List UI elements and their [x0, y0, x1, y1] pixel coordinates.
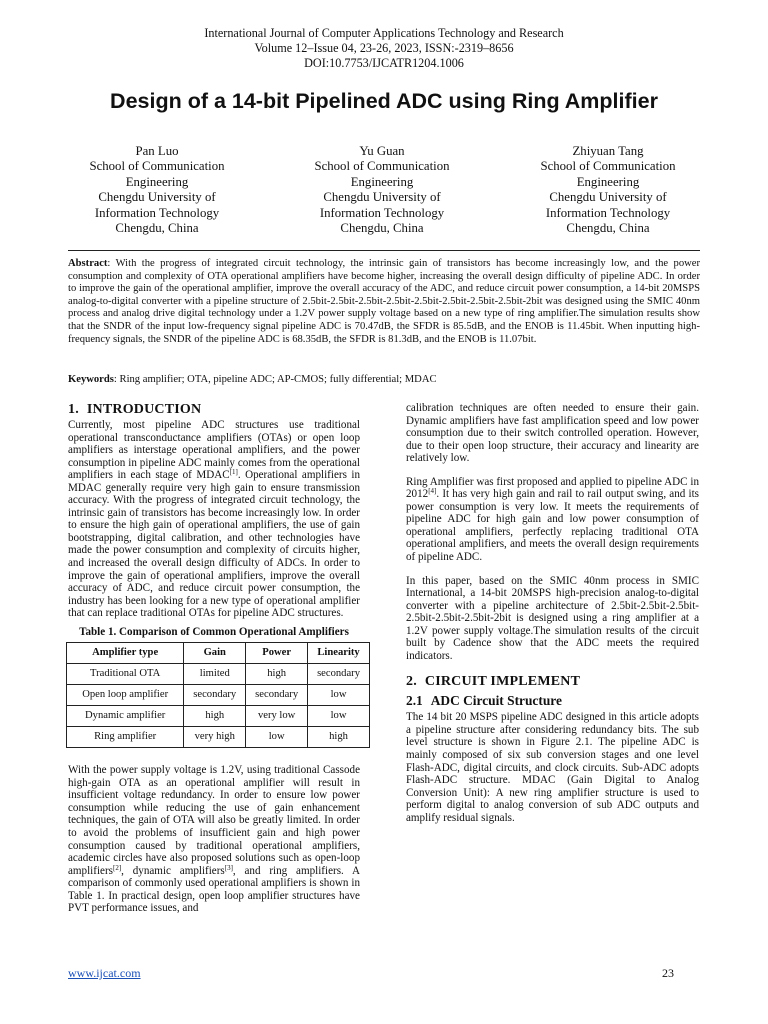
left-column — [68, 402, 360, 915]
author-university: Chengdu University of — [98, 190, 216, 205]
right-column — [406, 402, 699, 824]
citation[interactable]: [1] — [229, 468, 238, 477]
table-cell: limited — [184, 664, 246, 685]
table-cell: Ring amplifier — [67, 727, 184, 748]
author-university: Information Technology — [319, 205, 445, 220]
section-number: 2. — [406, 674, 417, 690]
table-cell: very high — [184, 727, 246, 748]
intro-paragraph-1 — [68, 419, 360, 620]
text-run: Currently, most pipeline ADC structures use traditional operational transconductance amplifiers (OTAs) or open loop amplifiers as interstage operational amplifiers, and the power consumption in pipeline ADC mainly comes from the operational amplifiers in each stage of MDAC — [68, 419, 360, 482]
text-run: , dynamic amplifiers — [121, 864, 225, 877]
abstract — [68, 250, 700, 346]
text-run: . It has very high gain and rail to rail output swing, and its power consumption is very low. It meets the requirements of pipeline ADC for high gain and low power consumption of operational amplifiers, perfectly replacing traditional OTA operational amplifiers, and meets the overall design requirements of pipeline ADC. — [406, 488, 699, 564]
table-cell: Traditional OTA — [67, 664, 184, 685]
page-number: 23 — [662, 966, 674, 980]
table-cell: low — [246, 727, 308, 748]
table-caption: Table 1. Comparison of Common Operational Amplifiers — [79, 625, 349, 638]
journal-doi: DOI:10.7753/IJCATR1204.1006 — [304, 56, 464, 70]
keywords-text: : Ring amplifier; OTA, pipeline ADC; AP-CMOS; fully differential; MDAC — [113, 374, 437, 385]
abstract-label: Abstract — [68, 258, 108, 269]
citation[interactable]: [4] — [428, 487, 437, 496]
subsection-title: ADC Circuit Structure — [430, 693, 562, 709]
section-title: INTRODUCTION — [86, 402, 202, 417]
author-name: Yu Guan — [359, 144, 405, 158]
keywords — [68, 374, 700, 387]
table-cell: very low — [246, 706, 308, 727]
author-university: Chengdu University of — [323, 190, 441, 205]
author-dept: Engineering — [125, 174, 189, 189]
text-run: Ring Amplifier was first proposed and applied to pipeline ADC in 2012 — [406, 475, 699, 501]
table-header: Amplifier type — [67, 643, 184, 664]
table-cell: high — [184, 706, 246, 727]
section-title: CIRCUIT IMPLEMENT — [424, 674, 581, 690]
intro-paragraph-3: calibration techniques are often needed to ensure their gain. Dynamic amplifiers have fast amplification speed and low power consumption due to their switch controlled operation. However, due to their open loop structure, their accuracy and linearity are relatively low. — [406, 402, 699, 465]
author-location: Chengdu, China — [115, 221, 199, 236]
section-heading-introduction — [68, 402, 360, 418]
author-3 — [503, 144, 713, 236]
intro-paragraph-4 — [406, 476, 699, 564]
table-cell: secondary — [246, 685, 308, 706]
table-row — [67, 664, 370, 685]
table-row — [67, 685, 370, 706]
table-header: Linearity — [308, 643, 370, 664]
table-header: Power — [246, 643, 308, 664]
table-cell: Open loop amplifier — [67, 685, 184, 706]
table-row — [67, 706, 370, 727]
subsection-number: 2.1 — [406, 693, 423, 709]
section-heading-circuit — [406, 674, 699, 690]
table-cell: low — [308, 706, 370, 727]
author-2 — [277, 144, 487, 236]
table-cell: Dynamic amplifier — [67, 706, 184, 727]
table-cell: high — [308, 727, 370, 748]
author-university: Information Technology — [545, 205, 671, 220]
circuit-paragraph-1: The 14 bit 20 MSPS pipeline ADC designed in this article adopts a pipeline structure after considering redundancy bits. The sub level structure is shown in Figure 2.1. The pipeline ADC is mainly composed of six sub conversion stages and one level Flash-ADC, digital circuits, and clock circuits. Sub-ADC adopts Flash-ADC structure. MDAC (Gain Digital to Analog Conversion Unit): A new ring amplifier structure is used to perform digital to analog conversion of sub ADC outputs and amplify residual signals. — [406, 711, 699, 824]
author-dept: Engineering — [576, 174, 640, 189]
section-number: 1. — [68, 402, 79, 417]
text-run: With the power supply voltage is 1.2V, using traditional Cassode high-gain OTA as an operational amplifier will result in insufficient voltage redundancy. In order to ensure low power consumption while reducing the use of gain enhancement techniques, the gain of OTA will also be greatly limited. In order to avoid the problems of insufficient gain and high power consumption caused by traditional operational amplifiers, academic circles have also proposed solutions such as open-loop amplifiers — [68, 764, 360, 877]
citation[interactable]: [3] — [224, 863, 233, 872]
author-dept: Engineering — [350, 174, 414, 189]
text-run: , and ring amplifiers. A comparison of commonly used operational amplifiers is shown in Table 1. In practical design, open loop amplifier structures have PVT performance issues, and — [68, 864, 361, 915]
comparison-table — [66, 642, 370, 748]
table-cell: high — [246, 664, 308, 685]
table-header: Gain — [184, 643, 246, 664]
journal-volume: Volume 12–Issue 04, 23-26, 2023, ISSN:-2319–8656 — [254, 41, 514, 55]
journal-website-link[interactable]: www.ijcat.com — [68, 966, 141, 980]
author-dept: School of Communication — [314, 159, 450, 174]
abstract-text: : With the progress of integrated circuit technology, the intrinsic gain of transistors has become increasingly low, and the power consumption and complexity of OTA operational amplifiers have become higher, increasing the overall design difficulty of pipeline ADC. In order to improve the gain of the operational amplifier, improve the overall accuracy of the ADC, and reduce circuit power consumption, a 14-bit 20MSPS analog-to-digital converter with a pipeline structure of 2.5bit-2.5bit-2.5bit-2.5bit-2.5bit-2.5bit-2.5bit-2.5bit-2bit was designed using the SMIC 40nm process and analog drive digital technology under a 1.2V power supply voltage based on a new type of ring amplifier.The simulation results show that the SNDR of the input low-frequency signal pipeline ADC is 70.47dB, the SFDR is 85.5dB, and the ENOB is 11.45bit. When inputting high-frequency signals, the SNDR of the pipeline ADC is 68.35dB, the SFDR is 81.3dB, and the ENOB is 11.07bit. — [68, 258, 700, 345]
author-name: Zhiyuan Tang — [572, 144, 644, 158]
keywords-label: Keywords — [68, 374, 114, 385]
text-run: . Operational amplifiers in MDAC generally require very high gain to ensure transmission accuracy. With the progress of integrated circuit technology, the intrinsic gain of transistors has become increasingly low. In order to ensure the high gain of operational amplifiers, the use of gain bootstrapping, digital calibration, and other technologies have made the power consumption and complexity of circuits higher, and increased the overall design difficulty of ADCs. In order to improve the gain of operational amplifiers, improve the overall accuracy of ADC, and reduce circuit power consumption, the industry has been looking for a new type of operational amplifier that can replace traditional OTAs for pipeline ADC structures. — [68, 469, 360, 620]
author-dept: School of Communication — [540, 159, 676, 174]
author-name: Pan Luo — [135, 144, 179, 158]
author-university: Chengdu University of — [549, 190, 667, 205]
intro-paragraph-5: In this paper, based on the SMIC 40nm process in SMIC International, a 14-bit 20MSPS high-precision analog-to-digital converter with a pipeline architecture of 2.5bit-2.5bit-2.5bit-2.5bit-2.5bit-2.5bit-2bit is designed using a ring amplifier at a 1.2V power supply voltage.The simulation results of the circuit built by Cadence show that the ADC meets the required indicators. — [406, 574, 699, 662]
table-row — [67, 727, 370, 748]
author-location: Chengdu, China — [566, 221, 650, 236]
journal-name: International Journal of Computer Applications Technology and Research — [204, 26, 564, 40]
subsection-heading — [406, 693, 699, 709]
table-cell: low — [308, 685, 370, 706]
journal-header — [0, 26, 768, 71]
author-location: Chengdu, China — [340, 221, 424, 236]
table-cell: secondary — [308, 664, 370, 685]
author-university: Information Technology — [94, 205, 220, 220]
table-header-row — [67, 643, 370, 664]
paper-title: Design of a 14-bit Pipelined ADC using Ring Amplifier — [110, 89, 658, 113]
citation[interactable]: [2] — [112, 863, 122, 872]
table-cell: secondary — [184, 685, 246, 706]
author-1 — [52, 144, 262, 236]
author-dept: School of Communication — [89, 159, 225, 174]
intro-paragraph-2 — [68, 764, 360, 915]
